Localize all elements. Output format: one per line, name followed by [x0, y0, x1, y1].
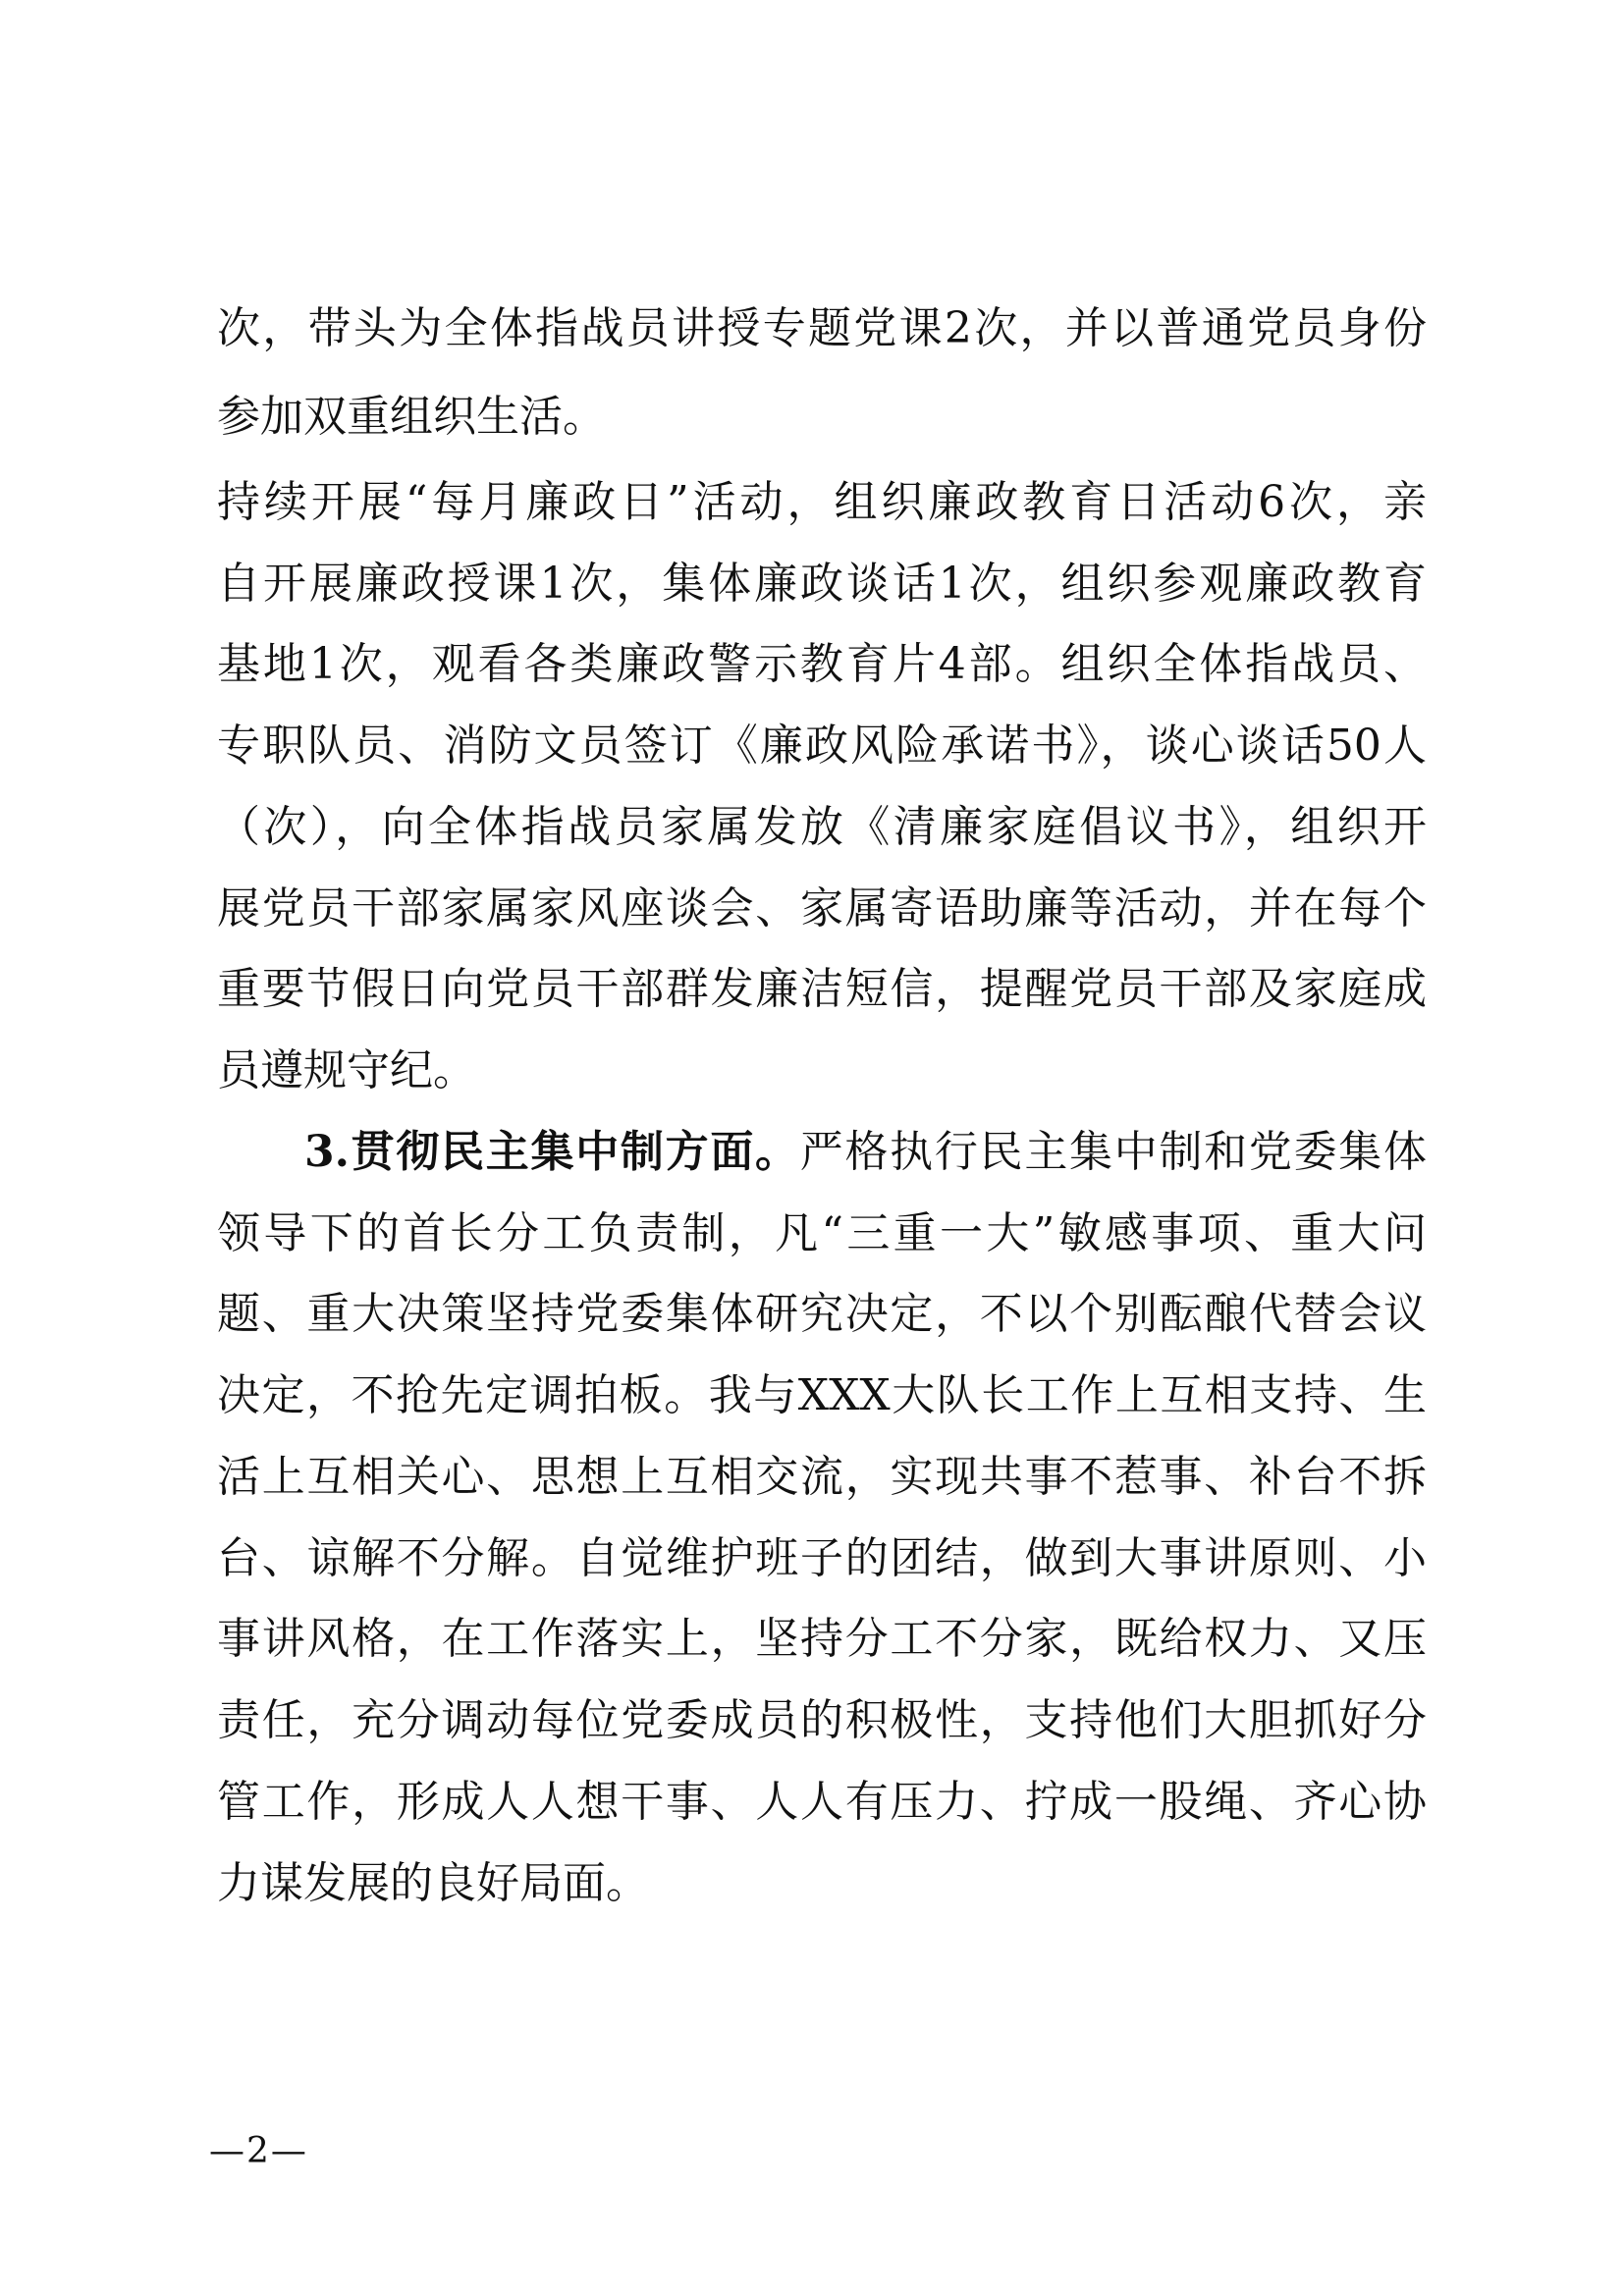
section-3-first-line-text: 严格执行民主集中制和党委集体: [799, 1127, 1427, 1177]
section-3-first-line: [304, 1123, 1427, 1182]
body-text-line: 责任，充分调动每位党委成员的积极性，支持他们大胆抓好分: [217, 1695, 1427, 1745]
body-text-line: 自开展廉政授课1次，集体廉政谈话1次，组织参观廉政教育: [217, 559, 1427, 609]
body-text-line: 重要节假日向党员干部群发廉洁短信，提醒党员干部及家庭成: [217, 964, 1427, 1014]
section-3-heading: 3.贯彻民主集中制方面。: [304, 1127, 800, 1177]
body-text-line: 基地1次，观看各类廉政警示教育片4部。组织全体指战员、: [217, 639, 1427, 689]
body-text-line: 次，带头为全体指战员讲授专题党课2次，并以普通党员身份: [217, 303, 1427, 353]
body-text-line: 台、谅解不分解。自觉维护班子的团结，做到大事讲原则、小: [217, 1533, 1427, 1583]
body-text-line: （次），向全体指战员家属发放《清廉家庭倡议书》，组织开: [217, 802, 1427, 852]
body-text-line: 持续开展“每月廉政日”活动，组织廉政教育日活动6次，亲: [217, 477, 1427, 527]
body-text-line: 参加双重组织生活。: [217, 392, 606, 442]
body-text-line: 员遵规守纪。: [217, 1045, 476, 1095]
body-text-line: 题、重大决策坚持党委集体研究决定，不以个别酝酿代替会议: [217, 1289, 1427, 1339]
body-text-line: 专职队员、消防文员签订《廉政风险承诺书》，谈心谈话50人: [217, 721, 1427, 771]
body-text-line: 力谋发展的良好局面。: [217, 1858, 649, 1908]
body-text-line: 管工作，形成人人想干事、人人有压力、拧成一股绳、齐心协: [217, 1777, 1427, 1827]
body-text-line: 决定，不抢先定调拍板。我与XXX大队长工作上互相支持、生: [217, 1370, 1427, 1420]
page-number: —2—: [209, 2131, 308, 2171]
body-text-line: 活上互相关心、思想上互相交流，实现共事不惹事、补台不拆: [217, 1452, 1427, 1502]
body-text-line: 展党员干部家属家风座谈会、家属寄语助廉等活动，并在每个: [217, 883, 1427, 934]
body-text-line: 领导下的首长分工负责制，凡“三重一大”敏感事项、重大问: [217, 1208, 1427, 1258]
body-text-line: 事讲风格，在工作落实上，坚持分工不分家，既给权力、又压: [217, 1614, 1427, 1664]
